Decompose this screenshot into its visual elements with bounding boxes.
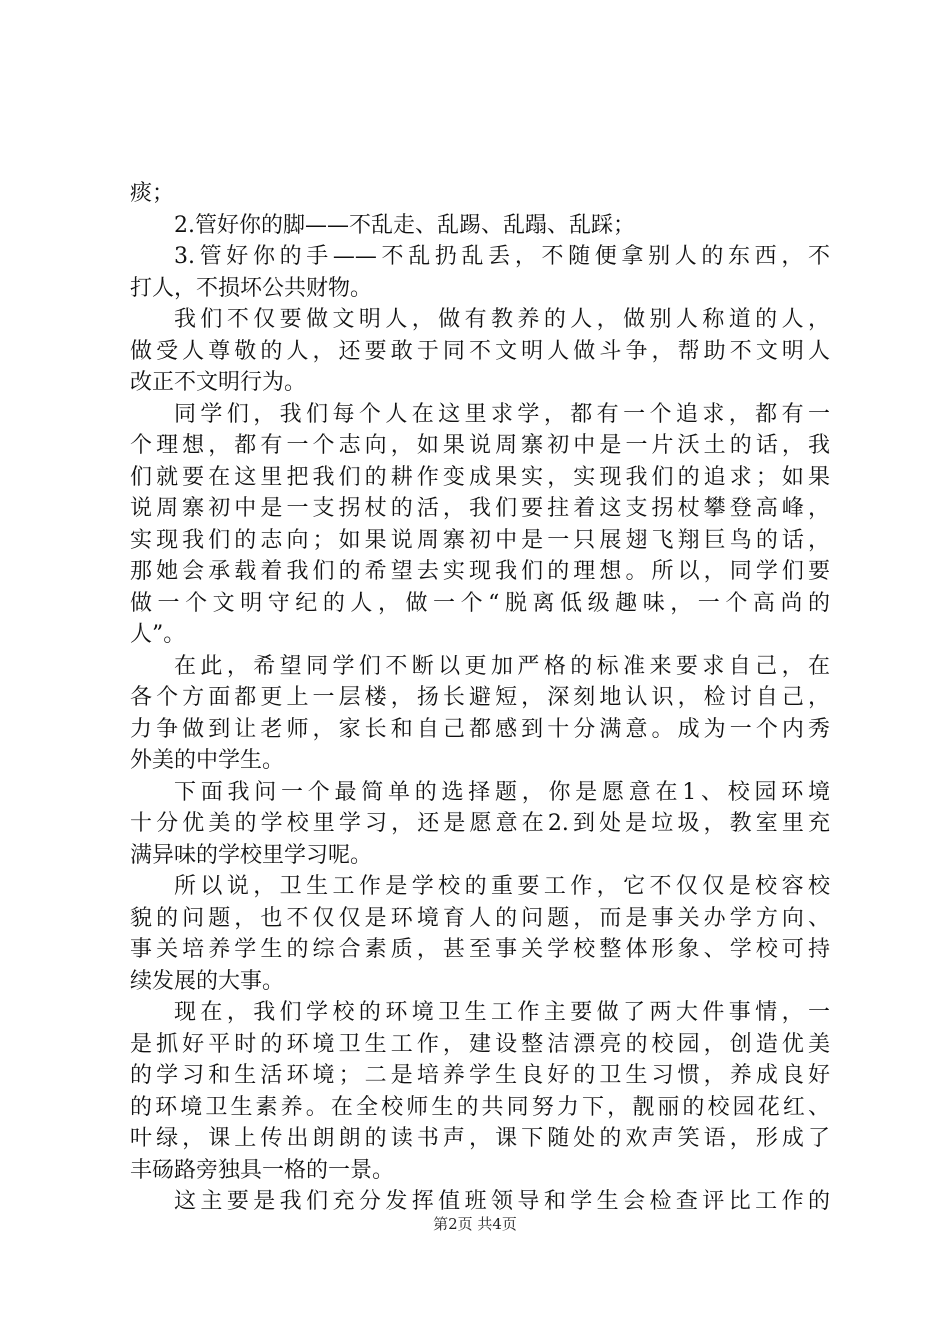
text-line: 下面我问一个最简单的选择题，你是愿意在1、校园环境 [174,779,830,805]
text-line: 我们不仅要做文明人，做有教养的人，做别人称道的人， [174,307,830,332]
text-line: 力争做到让老师，家长和自己都感到十分满意。成为一个内秀 [130,716,830,742]
text-line: 的学习和生活环境；二是培养学生良好的卫生习惯，养成良好 [130,1063,830,1088]
text-line: 所以说，卫生工作是学校的重要工作，它不仅仅是校容校 [174,874,830,899]
page-number: 第2页 共4页 [433,1215,517,1233]
text-line: 打人，不损坏公共财物。 [130,275,373,301]
text-line: 说周寨初中是一支拐杖的活，我们要拄着这支拐杖攀登高峰， [130,496,830,521]
text-line: 各个方面都更上一层楼，扬长避短，深刻地认识，检讨自己， [130,685,830,710]
text-line: 同学们，我们每个人在这里求学，都有一个追求，都有一 [174,401,830,427]
text-line: 改正不文明行为。 [130,370,307,395]
text-line: 人”。 [130,622,186,647]
text-line: 实现我们的志向；如果说周寨初中是一只展翅飞翔巨鸟的话， [130,527,830,553]
text-line: 现在，我们学校的环境卫生工作主要做了两大件事情，一 [174,1000,830,1025]
text-line: 在此，希望同学们不断以更加严格的标准来要求自己，在 [174,653,830,679]
text-line: 痰； [130,181,175,206]
text-line: 满异味的学校里学习呢。 [130,842,373,868]
text-line: 貌的问题，也不仅仅是环境育人的问题，而是事关办学方向、 [130,905,830,931]
text-line: 事关培养学生的综合素质，甚至事关学校整体形象、学校可持 [130,937,830,962]
text-line: 叶绿，课上传出朗朗的读书声，课下随处的欢声笑语，形成了 [130,1126,830,1151]
text-line: 十分优美的学校里学习，还是愿意在2.到处是垃圾，教室里充 [130,811,830,836]
text-line: 2.管好你的脚——不乱走、乱踢、乱蹋、乱踩； [174,212,635,238]
body-text [130,178,830,1218]
text-line: 们就要在这里把我们的耕作变成果实，实现我们的追求；如果 [130,464,830,490]
text-line: 做一个文明守纪的人，做一个“脱离低级趣味，一个高尚的 [130,590,830,616]
text-line: 个理想，都有一个志向，如果说周寨初中是一片沃土的话，我 [130,433,830,458]
text-line: 做受人尊敬的人，还要敢于同不文明人做斗争，帮助不文明人 [130,338,830,364]
text-line: 是抓好平时的环境卫生工作，建设整洁漂亮的校园，创造优美 [130,1031,830,1057]
text-line: 的环境卫生素养。在全校师生的共同努力下，靓丽的校园花红、 [130,1094,830,1120]
text-line: 那她会承载着我们的希望去实现我们的理想。所以，同学们要 [130,559,830,584]
text-line: 续发展的大事。 [130,968,285,994]
text-line: 丰砀路旁独具一格的一景。 [130,1157,395,1183]
text-line: 这主要是我们充分发挥值班领导和学生会检查评比工作的 [174,1189,830,1214]
text-line: 3.管好你的手——不乱扔乱丢，不随便拿别人的东西，不 [174,244,830,269]
text-line: 外美的中学生。 [130,748,285,773]
